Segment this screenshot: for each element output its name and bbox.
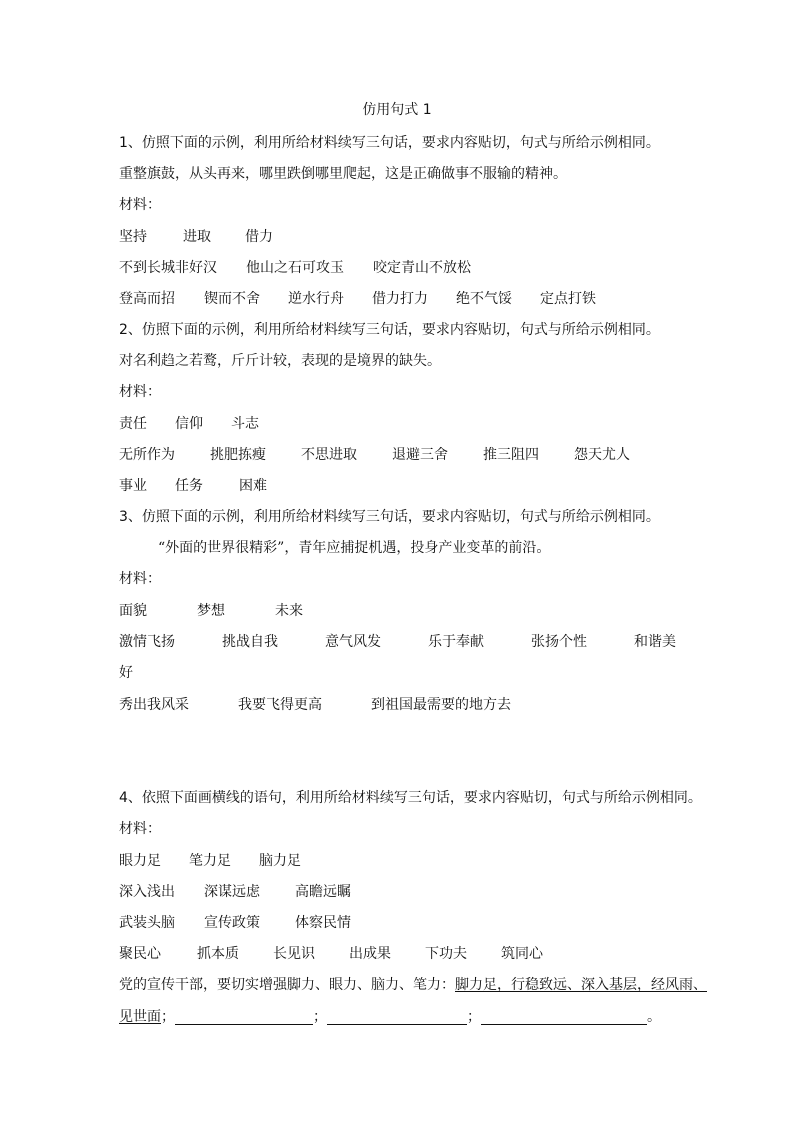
q3-material-row-2-wrap: 好: [119, 665, 133, 681]
q4-word: 脑力足: [259, 853, 301, 869]
q4-word: 长见识: [273, 946, 315, 962]
q3-phrase: 挑战自我: [222, 634, 278, 650]
q4-answer-line-1: [119, 977, 707, 993]
q1-word: 借力: [245, 229, 273, 245]
q4-phrase: 高瞻远瞩: [295, 884, 351, 900]
q2-phrase: 无所作为: [119, 447, 175, 463]
q4-answer-example-underlined-cont: 见世面: [119, 1009, 161, 1025]
q4-answer-line-2: [119, 1009, 661, 1025]
q2-material-label: 材料：: [119, 384, 161, 400]
q4-material-row-2: [119, 884, 351, 900]
q2-example: 对名利趋之若鹜，斤斤计较，表现的是境界的缺失。: [119, 353, 441, 369]
q1-prompt: 1、仿照下面的示例，利用所给材料续写三句话，要求内容贴切，句式与所给示例相同。: [119, 135, 660, 151]
q2-word: 困难: [239, 478, 267, 494]
q4-phrase: 深入浅出: [119, 884, 175, 900]
q4-material-label: 材料：: [119, 821, 161, 837]
q2-phrase: 挑肥拣瘦: [210, 447, 266, 463]
q2-word: 事业: [119, 478, 147, 494]
q3-phrase: 意气风发: [325, 634, 381, 650]
q4-answer-blank-2[interactable]: [327, 1010, 467, 1025]
q4-phrase: 深谋远虑: [204, 884, 260, 900]
q3-material-label: 材料：: [119, 571, 161, 587]
document-title: 仿用句式 1: [362, 102, 432, 118]
q2-word: 信仰: [175, 416, 203, 432]
q1-material-row-2: [119, 260, 471, 276]
q4-word: 出成果: [349, 946, 391, 962]
q4-phrase: 宣传政策: [204, 915, 260, 931]
q4-material-row-4: [119, 946, 543, 962]
q4-word: 聚民心: [119, 946, 161, 962]
q2-prompt: 2、仿照下面的示例，利用所给材料续写三句话，要求内容贴切，句式与所给示例相同。: [119, 322, 660, 338]
q4-separator: ；: [467, 1009, 481, 1025]
q4-prompt: 4、依照下面画横线的语句，利用所给材料续写三句话，要求内容贴切，句式与所给示例相同。: [119, 790, 702, 806]
q1-phrase: 逆水行舟: [288, 291, 344, 307]
q4-word: 抓本质: [197, 946, 239, 962]
q3-phrase: 秀出我风采: [119, 697, 189, 713]
q4-answer-blank-3[interactable]: [481, 1010, 647, 1025]
q3-example: [158, 540, 550, 556]
q4-phrase: 武装头脑: [119, 915, 175, 931]
q3-phrase: 到祖国最需要的地方去: [371, 697, 511, 713]
q3-material-row-2: [119, 634, 676, 650]
q1-phrase: 锲而不舍: [204, 291, 260, 307]
q2-word: 任务: [175, 478, 203, 494]
q3-prompt: 3、仿照下面的示例，利用所给材料续写三句话，要求内容贴切，句式与所给示例相同。: [119, 509, 660, 525]
q3-word: 面貌: [119, 603, 147, 619]
q4-answer-text: 党的宣传干部，要切实增强脚力、眼力、脑力、笔力：: [119, 977, 455, 993]
q4-material-row-3: [119, 915, 351, 931]
q2-phrase: 不思进取: [301, 447, 357, 463]
q2-phrase: 推三阻四: [483, 447, 539, 463]
q3-phrase: 我要飞得更高: [238, 697, 322, 713]
q4-answer-blank-1[interactable]: [175, 1010, 313, 1025]
q3-example-rest: ，青年应捕捉机遇，投身产业变革的前沿。: [284, 540, 551, 556]
q1-phrase: 他山之石可攻玉: [246, 260, 344, 276]
q1-word: 坚持: [119, 229, 147, 245]
q4-end-mark: 。: [647, 1009, 661, 1025]
q2-word: 责任: [119, 416, 147, 432]
q2-material-row-3: [119, 478, 267, 494]
q2-phrase: 怨天尤人: [574, 447, 630, 463]
q2-word: 斗志: [231, 416, 259, 432]
q4-word: 下功夫: [425, 946, 467, 962]
q4-word: 笔力足: [189, 853, 231, 869]
q1-phrase: 登高而招: [119, 291, 175, 307]
q4-separator: ；: [313, 1009, 327, 1025]
q1-material-row-3: [119, 291, 596, 307]
q4-word: 眼力足: [119, 853, 161, 869]
q1-phrase: 绝不气馁: [456, 291, 512, 307]
q1-phrase: 不到长城非好汉: [119, 260, 217, 276]
q3-material-row-1: [119, 603, 303, 619]
q2-material-row-2: [119, 447, 630, 463]
q2-phrase: 退避三舍: [392, 447, 448, 463]
q1-example: 重整旗鼓，从头再来，哪里跌倒哪里爬起，这是正确做事不服输的精神。: [119, 166, 567, 182]
q3-phrase: 乐于奉献: [428, 634, 484, 650]
q2-material-row-1: [119, 416, 259, 432]
q1-phrase: 借力打力: [372, 291, 428, 307]
q1-word: 进取: [183, 229, 211, 245]
q1-phrase: 定点打铁: [540, 291, 596, 307]
q3-word: 梦想: [197, 603, 225, 619]
q3-example-quote: “外面的世界很精彩”: [158, 540, 285, 556]
q1-phrase: 咬定青山不放松: [373, 260, 471, 276]
q3-word: 未来: [275, 603, 303, 619]
q3-material-row-3: [119, 697, 511, 713]
q4-material-row-1: [119, 853, 301, 869]
q4-answer-example-underlined: 脚力足，行稳致远、深入基层，经风雨、: [455, 977, 707, 993]
q3-phrase: 和谐美: [634, 634, 676, 650]
q4-separator: ；: [161, 1009, 175, 1025]
q1-material-label: 材料：: [119, 197, 161, 213]
q3-phrase: 张扬个性: [531, 634, 587, 650]
q4-word: 筑同心: [501, 946, 543, 962]
q3-phrase: 激情飞扬: [119, 634, 175, 650]
q4-phrase: 体察民情: [295, 915, 351, 931]
q1-material-row-1: [119, 229, 273, 245]
